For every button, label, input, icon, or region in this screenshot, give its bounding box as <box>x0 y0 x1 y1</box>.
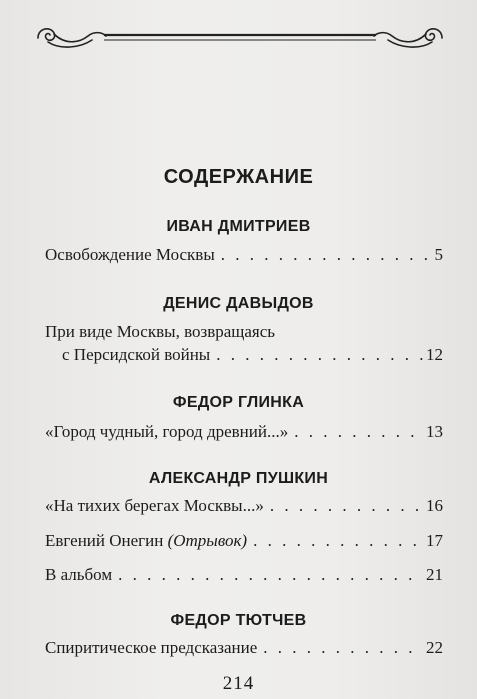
table-of-contents-title: СОДЕРЖАНИЕ <box>163 166 314 188</box>
toc-entry[interactable] <box>45 529 443 552</box>
toc-entry[interactable] <box>45 320 443 366</box>
dot-leader <box>221 243 432 266</box>
entry-title: Евгений Онегин (Отрывок) <box>45 531 248 550</box>
dot-leader <box>253 529 423 552</box>
entry-page-number: 13 <box>426 422 443 441</box>
dot-leader <box>216 343 423 366</box>
entry-title: При виде Москвы, возвращаясь <box>45 322 276 341</box>
toc-entry[interactable] <box>45 494 443 517</box>
entry-page-number: 17 <box>426 531 443 550</box>
entry-page-number: 22 <box>426 638 443 657</box>
entry-title-continuation: с Персидской войны <box>62 345 211 364</box>
entry-title: «На тихих берегах Москвы...» <box>45 496 264 515</box>
toc-entry[interactable] <box>45 243 443 266</box>
author-heading: АЛЕКСАНДР ПУШКИН <box>148 470 329 487</box>
author-heading: ФЕДОР ГЛИНКА <box>172 394 305 411</box>
author-heading: ИВАН ДМИТРИЕВ <box>166 218 311 235</box>
page-number-footer: 214 <box>222 673 255 694</box>
toc-entry[interactable] <box>45 563 443 586</box>
author-heading: ДЕНИС ДАВЫДОВ <box>163 295 314 312</box>
toc-entry[interactable] <box>45 420 443 443</box>
entry-title: В альбом <box>45 565 113 584</box>
entry-page-number: 12 <box>426 345 443 364</box>
author-heading: ФЕДОР ТЮТЧЕВ <box>170 612 307 629</box>
entry-title: Спиритическое предсказание <box>45 638 258 657</box>
dot-leader <box>270 494 423 517</box>
entry-note: (Отрывок) <box>167 531 248 550</box>
entry-page-number: 5 <box>434 245 443 264</box>
dot-leader <box>118 563 423 586</box>
dot-leader <box>263 636 423 659</box>
entry-page-number: 21 <box>426 565 443 584</box>
dot-leader <box>294 420 423 443</box>
entry-title: «Город чудный, город древний...» <box>45 422 289 441</box>
entry-page-number: 16 <box>426 496 443 515</box>
toc-entry[interactable] <box>45 636 443 659</box>
decorative-header-ornament <box>34 18 446 54</box>
entry-title: Освобождение Москвы <box>45 245 215 264</box>
